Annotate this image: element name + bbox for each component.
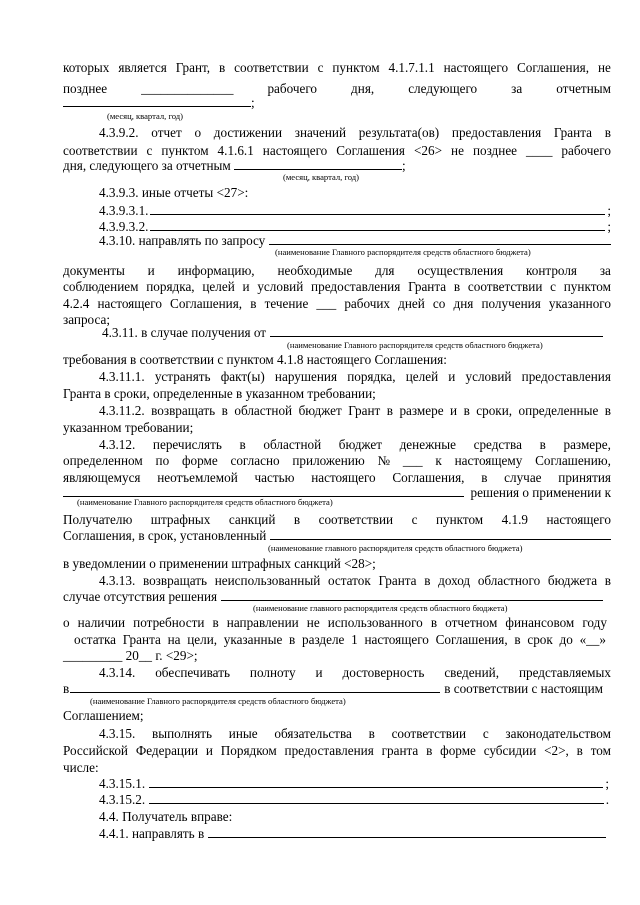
word: в	[604, 125, 611, 140]
word: дня	[453, 296, 474, 311]
word: соответствии	[234, 60, 309, 75]
word: в	[576, 743, 583, 758]
word: пунктом	[435, 512, 484, 527]
word: в	[219, 60, 226, 75]
word: в	[289, 632, 296, 647]
text-line	[63, 368, 611, 385]
text-line: 4.3.15.2. .	[99, 792, 609, 807]
word: 4.3.11.2.	[99, 403, 145, 418]
word: дней	[398, 296, 425, 311]
text-line	[63, 511, 611, 528]
word: к	[435, 453, 442, 468]
text-line: Соглашением;	[63, 708, 144, 723]
text-line: запроса;	[63, 312, 110, 327]
word: 4.3.9.2.	[99, 125, 139, 140]
word: определенные	[518, 403, 599, 418]
word: в	[386, 403, 393, 418]
word: Соглашению,	[535, 453, 611, 468]
word: и	[315, 665, 323, 680]
word: областной	[234, 403, 293, 418]
word: Федерации	[135, 743, 199, 758]
word: доход	[438, 573, 471, 588]
word: размере,	[563, 437, 611, 452]
word: областного	[477, 573, 541, 588]
word: условий	[465, 369, 512, 384]
word: в	[453, 279, 461, 294]
word: течение	[264, 296, 309, 311]
word: форме	[440, 743, 476, 758]
word: и	[450, 403, 458, 418]
word: в	[239, 437, 246, 452]
word: информацию,	[177, 263, 255, 278]
word: Соглашения,	[170, 296, 243, 311]
word: бюджета	[547, 573, 598, 588]
caption: (наименование Главного распорядителя средств областного бюджета)	[287, 340, 543, 350]
word: предоставления	[311, 279, 401, 294]
word: значений	[294, 125, 346, 140]
word: санкций	[228, 512, 276, 527]
word: и	[205, 743, 213, 758]
word: направлении	[226, 615, 299, 630]
word: настоящему	[454, 453, 523, 468]
text-line: _________ 20__ г. <29>;	[63, 648, 198, 663]
text-line: в в соответствии с настоящим	[63, 681, 603, 696]
word: является	[118, 60, 167, 75]
word: ___	[402, 453, 423, 468]
caption: (наименование Главного распорядителя средств областного бюджета)	[90, 696, 346, 706]
word: отчет	[151, 125, 182, 140]
word: достижении	[213, 125, 283, 140]
word: с	[317, 60, 324, 75]
word: о	[194, 125, 202, 140]
word: с	[146, 143, 153, 158]
word: штрафных	[150, 512, 211, 527]
word: являющемуся	[63, 470, 141, 485]
word: бюджет	[338, 437, 382, 452]
word: 4.1.7.1.1	[388, 60, 435, 75]
word: Гранта	[553, 125, 592, 140]
word: соответствии	[391, 726, 467, 741]
word: Гранта	[122, 632, 161, 647]
word: выполнять	[152, 726, 213, 741]
word: по	[155, 453, 170, 468]
word: Соглашения	[336, 143, 405, 158]
word: осуществления	[417, 263, 504, 278]
word: пунктом	[161, 143, 209, 158]
word: следующего	[408, 81, 478, 96]
word: в	[604, 573, 611, 588]
word: в	[430, 615, 438, 630]
word: настоящего	[97, 296, 162, 311]
text-line	[63, 402, 611, 419]
caption: (месяц, квартал, год)	[283, 172, 360, 182]
word: 1	[351, 632, 358, 647]
word: и	[448, 369, 456, 384]
text-line: 4.3.10. направлять по запросу	[63, 232, 611, 249]
word: целей	[405, 369, 439, 384]
caption: (наименование главного распорядителя средств областного бюджета)	[268, 543, 523, 553]
word: 4.3.11.1.	[99, 369, 145, 384]
text-line: числе:	[63, 760, 99, 775]
text-line: случае отсутствия решения	[63, 588, 603, 605]
word: рабочего	[267, 81, 318, 96]
word: Соглашения,	[392, 470, 465, 485]
text-line	[63, 436, 611, 453]
word: в	[221, 403, 228, 418]
word: позднее	[472, 143, 518, 158]
caption: (месяц, квартал, год)	[107, 111, 184, 121]
word: сведений,	[444, 665, 500, 680]
word: определенном	[63, 453, 143, 468]
text-line: 4.3.11. в случае получения от	[102, 324, 603, 341]
caption: (наименование Главного распорядителя средств областного бюджета)	[77, 497, 333, 507]
word: настоящего	[311, 470, 376, 485]
word: настоящего	[364, 632, 429, 647]
word: устранять	[154, 369, 211, 384]
word: иные	[228, 726, 258, 741]
word: факт(ы)	[220, 369, 265, 384]
word: со	[432, 296, 446, 311]
word: указанного	[548, 296, 611, 311]
word: соответствии	[467, 279, 543, 294]
word: необходимые	[277, 263, 353, 278]
word: неиспользованный	[214, 573, 321, 588]
word: Соглашения,	[516, 60, 590, 75]
caption: (наименование Главного распорядителя средств областного бюджета)	[275, 247, 531, 257]
text-line: 4.4. Получатель вправе:	[99, 809, 233, 824]
word: наличии	[77, 615, 126, 630]
word: Получателю	[63, 512, 133, 527]
word: №	[377, 453, 391, 468]
word: которых	[63, 60, 110, 75]
text-line: 4.3.9.3. иные отчеты <27>:	[99, 185, 249, 200]
word: потребности	[133, 615, 205, 630]
word: возвращать	[151, 403, 216, 418]
text-line	[63, 614, 607, 631]
word: том	[590, 743, 611, 758]
word: средства	[473, 437, 522, 452]
word: в	[293, 512, 301, 527]
text-line: ;	[63, 94, 611, 111]
word: возвращать	[142, 573, 208, 588]
word: финансовом	[505, 615, 575, 630]
word: представляемых	[518, 665, 611, 680]
text-line: решения о применении к	[63, 484, 611, 501]
text-line	[63, 124, 611, 141]
word: и	[147, 263, 155, 278]
word: до	[559, 632, 573, 647]
word: рабочего	[561, 143, 611, 158]
word: принятия	[558, 470, 611, 485]
word: 4.1.6.1	[217, 143, 254, 158]
word: Грант,	[175, 60, 211, 75]
word: в	[212, 615, 219, 630]
word: рабочих	[344, 296, 391, 311]
word: Порядком	[220, 743, 277, 758]
word: в	[514, 632, 521, 647]
word: позднее	[63, 81, 108, 96]
word: в	[604, 403, 611, 418]
word: 4.3.13.	[99, 573, 136, 588]
word: областной	[263, 437, 322, 452]
word: году	[582, 615, 607, 630]
word: неотъемлемой	[157, 470, 238, 485]
word: приложению	[292, 453, 365, 468]
caption: (наименование главного распорядителя средств областного бюджета)	[253, 603, 508, 613]
word: 4.3.12.	[99, 437, 136, 452]
word: и	[242, 279, 250, 294]
text-line: в уведомлении о применении штрафных санкций <28>;	[63, 556, 376, 571]
word: дня,	[351, 81, 375, 96]
text-line: дня, следующего за отчетным ;	[63, 158, 406, 173]
word: 4.3.15.	[99, 726, 136, 741]
word: 4.3.14.	[99, 665, 136, 680]
word: сроки,	[476, 403, 513, 418]
word: настоящего	[262, 143, 328, 158]
word: перечислять	[152, 437, 222, 452]
word: бюджет	[298, 403, 342, 418]
word: <26>	[413, 143, 443, 158]
text-line	[63, 262, 611, 279]
word: с	[550, 279, 556, 294]
word: гранта	[381, 743, 419, 758]
word: предоставления	[451, 125, 542, 140]
text-line	[74, 631, 606, 648]
text-line: указанном требовании;	[63, 420, 194, 435]
text-line: 4.3.9.3.2. ;	[99, 219, 611, 234]
word: для	[375, 263, 395, 278]
text-line: Гранта в сроки, определенные в указанном требовании;	[63, 386, 376, 401]
word: условий	[257, 279, 304, 294]
word: в	[481, 470, 488, 485]
word: согласно	[230, 453, 280, 468]
text-line	[63, 742, 611, 759]
word: в	[424, 573, 431, 588]
word: случае	[504, 470, 542, 485]
word: форме	[181, 453, 218, 468]
word: соответствии	[318, 512, 394, 527]
text-line	[63, 452, 611, 469]
word: контроля	[526, 263, 577, 278]
word: 4.1.9	[501, 512, 529, 527]
word: «__»	[579, 632, 606, 647]
word: ______________	[141, 81, 234, 96]
word: полноту	[249, 665, 296, 680]
text-line: 4.3.15.1. ;	[99, 776, 609, 791]
text-line	[63, 59, 611, 76]
word: обеспечивать	[155, 665, 230, 680]
word: настоящего	[546, 512, 611, 527]
word: порядка,	[347, 369, 396, 384]
text-line	[63, 572, 611, 589]
word: Гранта	[378, 573, 417, 588]
word: за	[599, 263, 611, 278]
word: не	[306, 615, 320, 630]
text-line	[63, 725, 611, 742]
word: в	[368, 726, 375, 741]
text-line: Соглашения, в срок, установленный	[63, 527, 611, 544]
word: за	[511, 81, 523, 96]
blank-field	[234, 158, 402, 170]
word: разделе	[302, 632, 345, 647]
word: остатка	[74, 632, 117, 647]
word: Соглашения,	[435, 632, 508, 647]
text-line	[63, 664, 611, 681]
word: отчетным	[556, 81, 611, 96]
word: получения	[481, 296, 541, 311]
word: в	[463, 403, 470, 418]
text-line	[63, 278, 611, 295]
word: ___	[316, 296, 337, 311]
text-line: 4.4.1. направлять в	[63, 825, 606, 842]
word: размере	[399, 403, 444, 418]
word: предоставления	[521, 369, 611, 384]
word: Российской	[63, 743, 128, 758]
word: достоверность	[342, 665, 425, 680]
word: пунктом	[332, 60, 380, 75]
word: о	[63, 615, 70, 630]
word: законодательством	[505, 726, 611, 741]
word: с	[482, 726, 489, 741]
text-line: 4.3.9.3.1. ;	[99, 203, 611, 218]
word: в	[426, 743, 433, 758]
word: 4.2.4	[63, 296, 90, 311]
word: обязательства	[274, 726, 352, 741]
word: предоставления	[284, 743, 374, 758]
word: остаток	[327, 573, 371, 588]
word: Грант	[348, 403, 381, 418]
word: на	[167, 632, 181, 647]
word: субсидии	[483, 743, 537, 758]
word: использованного	[327, 615, 423, 630]
word: <2>,	[544, 743, 569, 758]
text-line	[63, 295, 611, 312]
word: цели,	[187, 632, 218, 647]
word: пунктом	[563, 279, 611, 294]
word: не	[451, 143, 464, 158]
word: в	[250, 296, 257, 311]
blank-field	[63, 95, 251, 107]
word: нарушения	[274, 369, 338, 384]
word: частью	[254, 470, 295, 485]
word: результата(ов)	[358, 125, 440, 140]
word: настоящего	[443, 60, 509, 75]
word: денежные	[399, 437, 456, 452]
word: в	[539, 437, 546, 452]
word: соблюдением	[63, 279, 139, 294]
text-line: требования в соответствии с пунктом 4.1.8 настоящего Соглашения:	[63, 352, 447, 367]
word: Гранта	[408, 279, 447, 294]
word: отчетном	[445, 615, 498, 630]
word: не	[597, 60, 611, 75]
word: с	[411, 512, 418, 527]
word: порядка,	[146, 279, 195, 294]
word: ____	[526, 143, 553, 158]
word: указанные	[223, 632, 283, 647]
word: срок	[527, 632, 553, 647]
word: соответствии	[63, 143, 138, 158]
word: целей	[202, 279, 235, 294]
word: документы	[63, 263, 125, 278]
